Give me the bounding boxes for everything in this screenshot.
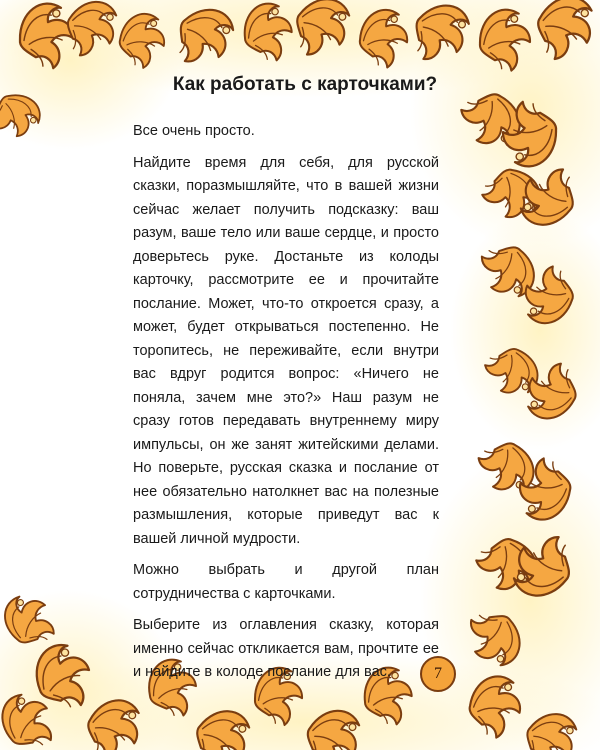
paragraph: Найдите время для себя, для русской сказки, поразмышляйте, что в вашей жизни сейчас желает получить подсказку: ваш разум, ваше тело или ваше сердце, и просто доверьтесь руке. Достаньте из колоды карточку, рассмотрите ее и прочитайте послание. Может, что-то откроется сразу, а может, будет открываться постепенно. Не торопитесь, не переживайте, если внутри вас вдруг родится вопрос: «Ничего не поняла, зачем мне это?» Наш разум не сразу готов передавать внутреннему миру импульсы, он же занят житейскими делами. Но поверьте, русская сказка и послание от нее обязательно натолкнет вас на полезные размышления, которые приведут вас к вашей личной мудрости.	[133, 154, 439, 547]
paragraph: Выберите из оглавления сказку, которая именно сейчас откликается вам, прочтите ее и найдите в колоде послание для вас.	[133, 617, 439, 680]
paragraph: Все очень просто.	[133, 123, 255, 139]
page-title: Как работать с карточками?	[172, 74, 438, 95]
body-text	[133, 120, 439, 693]
page-number-badge: 7	[420, 656, 456, 692]
paragraph: Можно выбрать и другой план сотрудничества с карточками.	[133, 562, 439, 602]
